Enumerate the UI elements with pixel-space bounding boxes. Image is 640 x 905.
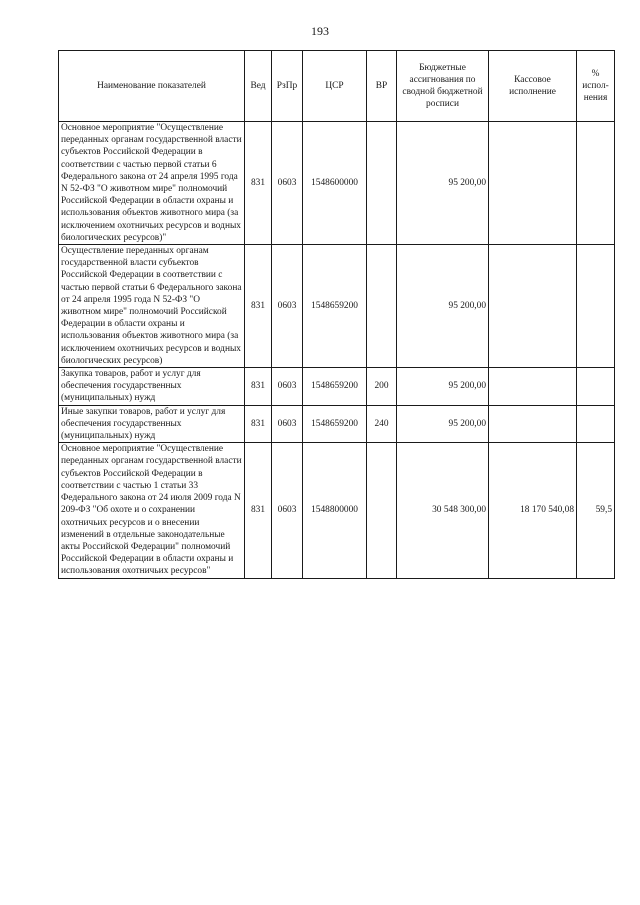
row-percent: [577, 368, 615, 406]
row-percent: 59,5: [577, 443, 615, 578]
row-rzpr: 0603: [272, 443, 303, 578]
table-row: [59, 368, 615, 406]
row-budget: 95 200,00: [397, 122, 489, 245]
row-vr: [367, 443, 397, 578]
table-row: [59, 122, 615, 245]
table-row: [59, 245, 615, 368]
row-name: Иные закупки товаров, работ и услуг для обеспечения государственных (муниципальных) нужд: [59, 405, 245, 443]
table-row: [59, 443, 615, 578]
header-vr: ВР: [367, 51, 397, 122]
row-csr: 1548600000: [303, 122, 367, 245]
row-cash: [489, 405, 577, 443]
page-number: 193: [311, 24, 329, 38]
row-ved: 831: [245, 443, 272, 578]
row-budget: 95 200,00: [397, 405, 489, 443]
row-budget: 30 548 300,00: [397, 443, 489, 578]
row-percent: [577, 245, 615, 368]
header-name: Наименование показателей: [59, 51, 245, 122]
row-name: Осуществление переданных органам государственной власти субъектов Российской Федерации в соответствии с частью первой статьи 6 Федерального закона от 24 апреля 1995 года N 52-ФЗ "О животном мире" полномочий Российской Федерации в области охраны и использования объектов животного мира (за исключением охотничьих ресурсов и водных биологических ресурсов): [59, 245, 245, 368]
header-csr: ЦСР: [303, 51, 367, 122]
table-header-row: [59, 51, 615, 122]
row-csr: 1548659200: [303, 245, 367, 368]
table-row: [59, 405, 615, 443]
header-cash: Кассовое исполнение: [489, 51, 577, 122]
row-rzpr: 0603: [272, 405, 303, 443]
row-name: Основное мероприятие "Осуществление переданных органам государственной власти субъектов Российской Федерации в соответствии с частью 1 статьи 33 Федерального закона от 24 июля 2009 года N 209-ФЗ "Об охоте и о сохранении охотничьих ресурсов и о внесении изменений в отдельные законодательные акты Российской Федерации" полномочий Российской Федерации в области охраны и использования охотничьих ресурсов": [59, 443, 245, 578]
row-cash: [489, 122, 577, 245]
row-cash: [489, 245, 577, 368]
row-csr: 1548659200: [303, 405, 367, 443]
row-budget: 95 200,00: [397, 245, 489, 368]
row-percent: [577, 405, 615, 443]
row-rzpr: 0603: [272, 245, 303, 368]
row-budget: 95 200,00: [397, 368, 489, 406]
row-vr: 240: [367, 405, 397, 443]
row-csr: 1548659200: [303, 368, 367, 406]
row-vr: 200: [367, 368, 397, 406]
row-rzpr: 0603: [272, 122, 303, 245]
row-cash: 18 170 540,08: [489, 443, 577, 578]
row-cash: [489, 368, 577, 406]
row-vr: [367, 245, 397, 368]
header-budget: Бюджетные ассигнования по сводной бюджетной росписи: [397, 51, 489, 122]
row-vr: [367, 122, 397, 245]
header-rzpr: РзПр: [272, 51, 303, 122]
row-ved: 831: [245, 122, 272, 245]
row-ved: 831: [245, 368, 272, 406]
header-percent: % испол-нения: [577, 51, 615, 122]
row-rzpr: 0603: [272, 368, 303, 406]
row-name: Основное мероприятие "Осуществление переданных органам государственной власти субъектов Российской Федерации в соответствии с частью первой статьи 6 Федерального закона от 24 апреля 1995 года N 52-ФЗ "О животном мире" полномочий Российской Федерации в области охраны и использования объектов животного мира (за исключением охотничьих ресурсов и водных биологических ресурсов)": [59, 122, 245, 245]
row-csr: 1548800000: [303, 443, 367, 578]
header-ved: Вед: [245, 51, 272, 122]
row-percent: [577, 122, 615, 245]
budget-execution-table: [58, 50, 615, 579]
row-name: Закупка товаров, работ и услуг для обеспечения государственных (муниципальных) нужд: [59, 368, 245, 406]
row-ved: 831: [245, 405, 272, 443]
row-ved: 831: [245, 245, 272, 368]
